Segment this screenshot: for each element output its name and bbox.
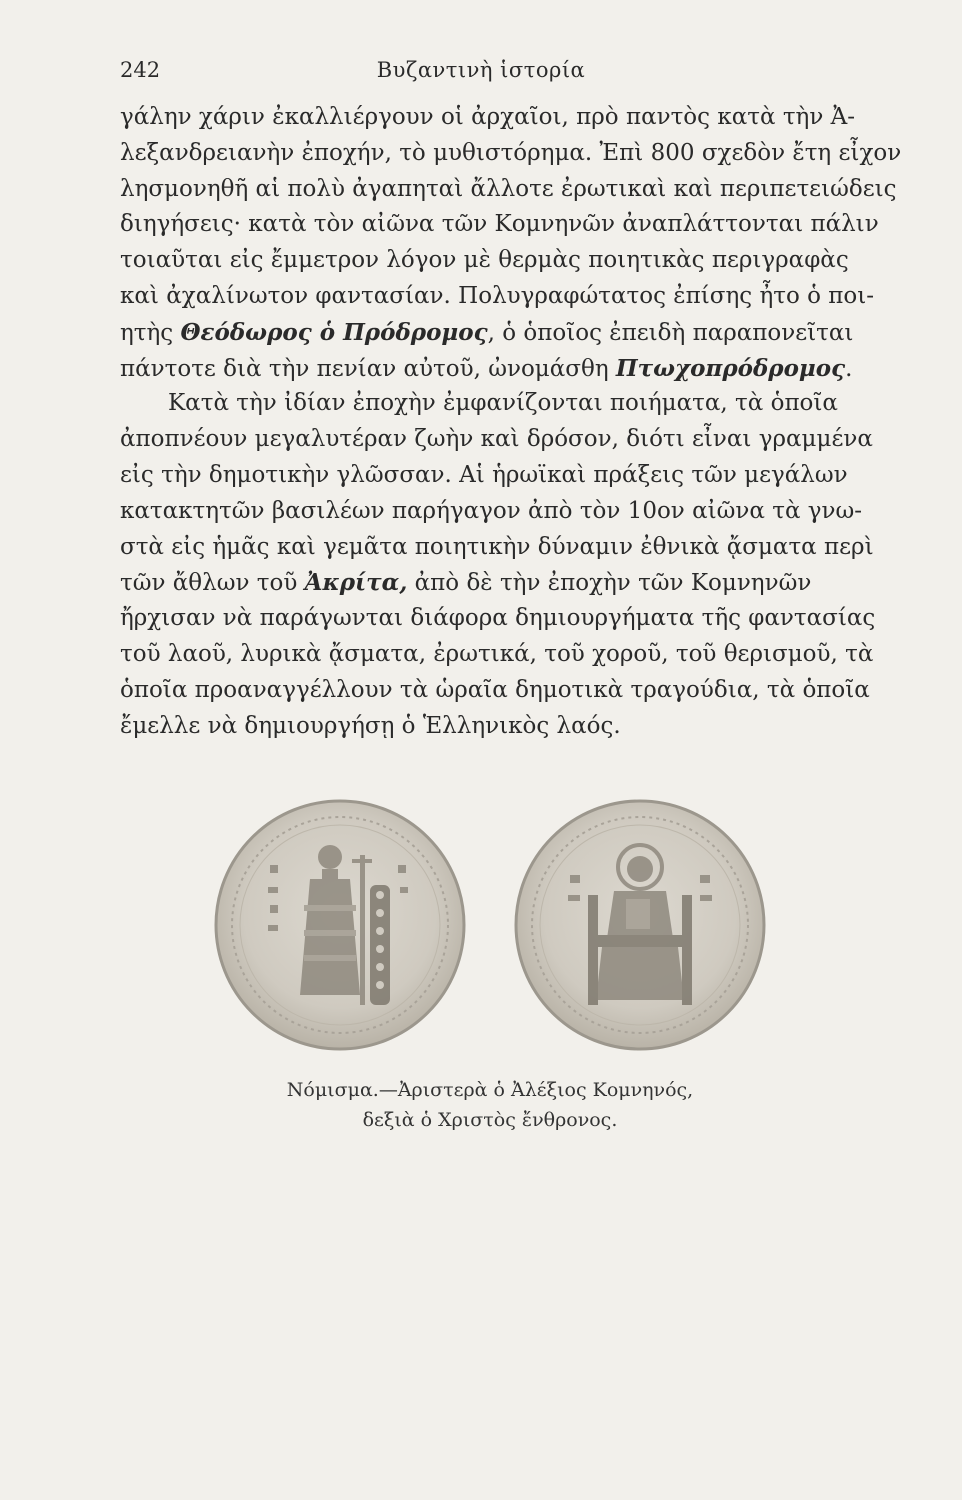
text-line: τοῦ λαοῦ, λυρικὰ ᾄσματα, ἐρωτικά, τοῦ χοροῦ, τοῦ θερισμοῦ, τὰ [120, 640, 874, 667]
page-header [120, 58, 842, 88]
text-run: ητὴς [120, 319, 181, 346]
text-run: πάντοτε διὰ τὴν πενίαν αὐτοῦ, ὠνομάσθη [120, 355, 616, 382]
caption-line: δεξιὰ ὁ Χριστὸς ἔνθρονος. [362, 1109, 618, 1131]
text-line: γάλην χάριν ἐκαλλιέργουν οἱ ἀρχαῖοι, πρὸ παντὸς κατὰ τὴν Ἀ- [120, 104, 856, 130]
text-line: ἀποπνέουν μεγαλυτέραν ζωὴν καὶ δρόσον, διότι εἶναι γραμμένα [120, 426, 873, 453]
coin-alexios-image [210, 795, 470, 1055]
text-line: στὰ εἰς ἡμᾶς καὶ γεμᾶτα ποιητικὴν δύναμιν ἐθνικὰ ᾄσματα περὶ [120, 533, 874, 560]
page-number: 242 [120, 58, 161, 82]
text-line: ἤρχισαν νὰ παράγωνται διάφορα δημιουργήματα τῆς φαντασίας [120, 605, 876, 632]
text-line: ὁποῖα προαναγγέλλουν τὰ ὡραῖα δημοτικὰ τραγούδια, τὰ ὁποῖα [120, 676, 870, 703]
body-text [120, 100, 920, 744]
text-line: εἰς τὴν δημοτικὴν γλῶσσαν. Αἱ ἡρωϊκαὶ πράξεις τῶν μεγάλων [120, 461, 848, 488]
text-line: λησμονηθῆ αἱ πολὺ ἀγαπηταὶ ἄλλοτε ἐρωτικαὶ καὶ περιπετειώδεις [120, 175, 897, 202]
text-run: . [845, 355, 853, 382]
coin-christ-enthroned-image [510, 795, 770, 1055]
text-line [120, 565, 920, 601]
text-line: καὶ ἀχαλίνωτον φαντασίαν. Πολυγραφώτατος ἐπίσης ἦτο ὁ ποι- [120, 282, 875, 309]
text-run: ἀπὸ δὲ τὴν ἐποχὴν τῶν Κομνηνῶν [407, 570, 812, 597]
text-line: ἔμελλε νὰ δημιουργήσῃ ὁ Ἑλληνικὸς λαός. [120, 712, 621, 739]
text-line [120, 315, 920, 351]
emphasized-name-ptochoprodromos: Πτωχοπρόδρομος [615, 354, 846, 382]
text-line: τοιαῦται εἰς ἔμμετρον λόγον μὲ θερμὰς ποιητικὰς περιγραφὰς [120, 247, 849, 274]
running-title: Βυζαντινὴ ἱστορία [376, 58, 586, 82]
text-line: διηγήσεις· κατὰ τὸν αἰῶνα τῶν Κομνηνῶν ἀναπλάττονται πάλιν [120, 211, 879, 238]
emphasized-name-akritas: Ἀκρίτα, [304, 569, 408, 597]
coin-figure [210, 795, 770, 1055]
caption-line: Νόμισμα.—Ἀριστερὰ ὁ Ἀλέξιος Κομνηνός, [286, 1079, 694, 1101]
text-line: λεξανδρειανὴν ἐποχήν, τὸ μυθιστόρημα. Ἐπὶ 800 σχεδὸν ἔτη εἶχον [120, 139, 902, 166]
text-run: , ὁ ὁποῖος ἐπειδὴ παραπονεῖται [487, 319, 854, 346]
text-run: τῶν ἄθλων τοῦ [120, 570, 305, 597]
text-line: κατακτητῶν βασιλέων παρήγαγον ἀπὸ τὸν 10ον αἰῶνα τὰ γνω- [120, 497, 863, 524]
emphasized-name-theodoros-prodromos: Θεόδωρος ὁ Πρόδρομος [180, 318, 488, 346]
text-line: Κατὰ τὴν ἰδίαν ἐποχὴν ἐμφανίζονται ποιήματα, τὰ ὁποῖα [168, 390, 838, 417]
text-line [120, 351, 920, 387]
figure-caption [150, 1075, 830, 1135]
